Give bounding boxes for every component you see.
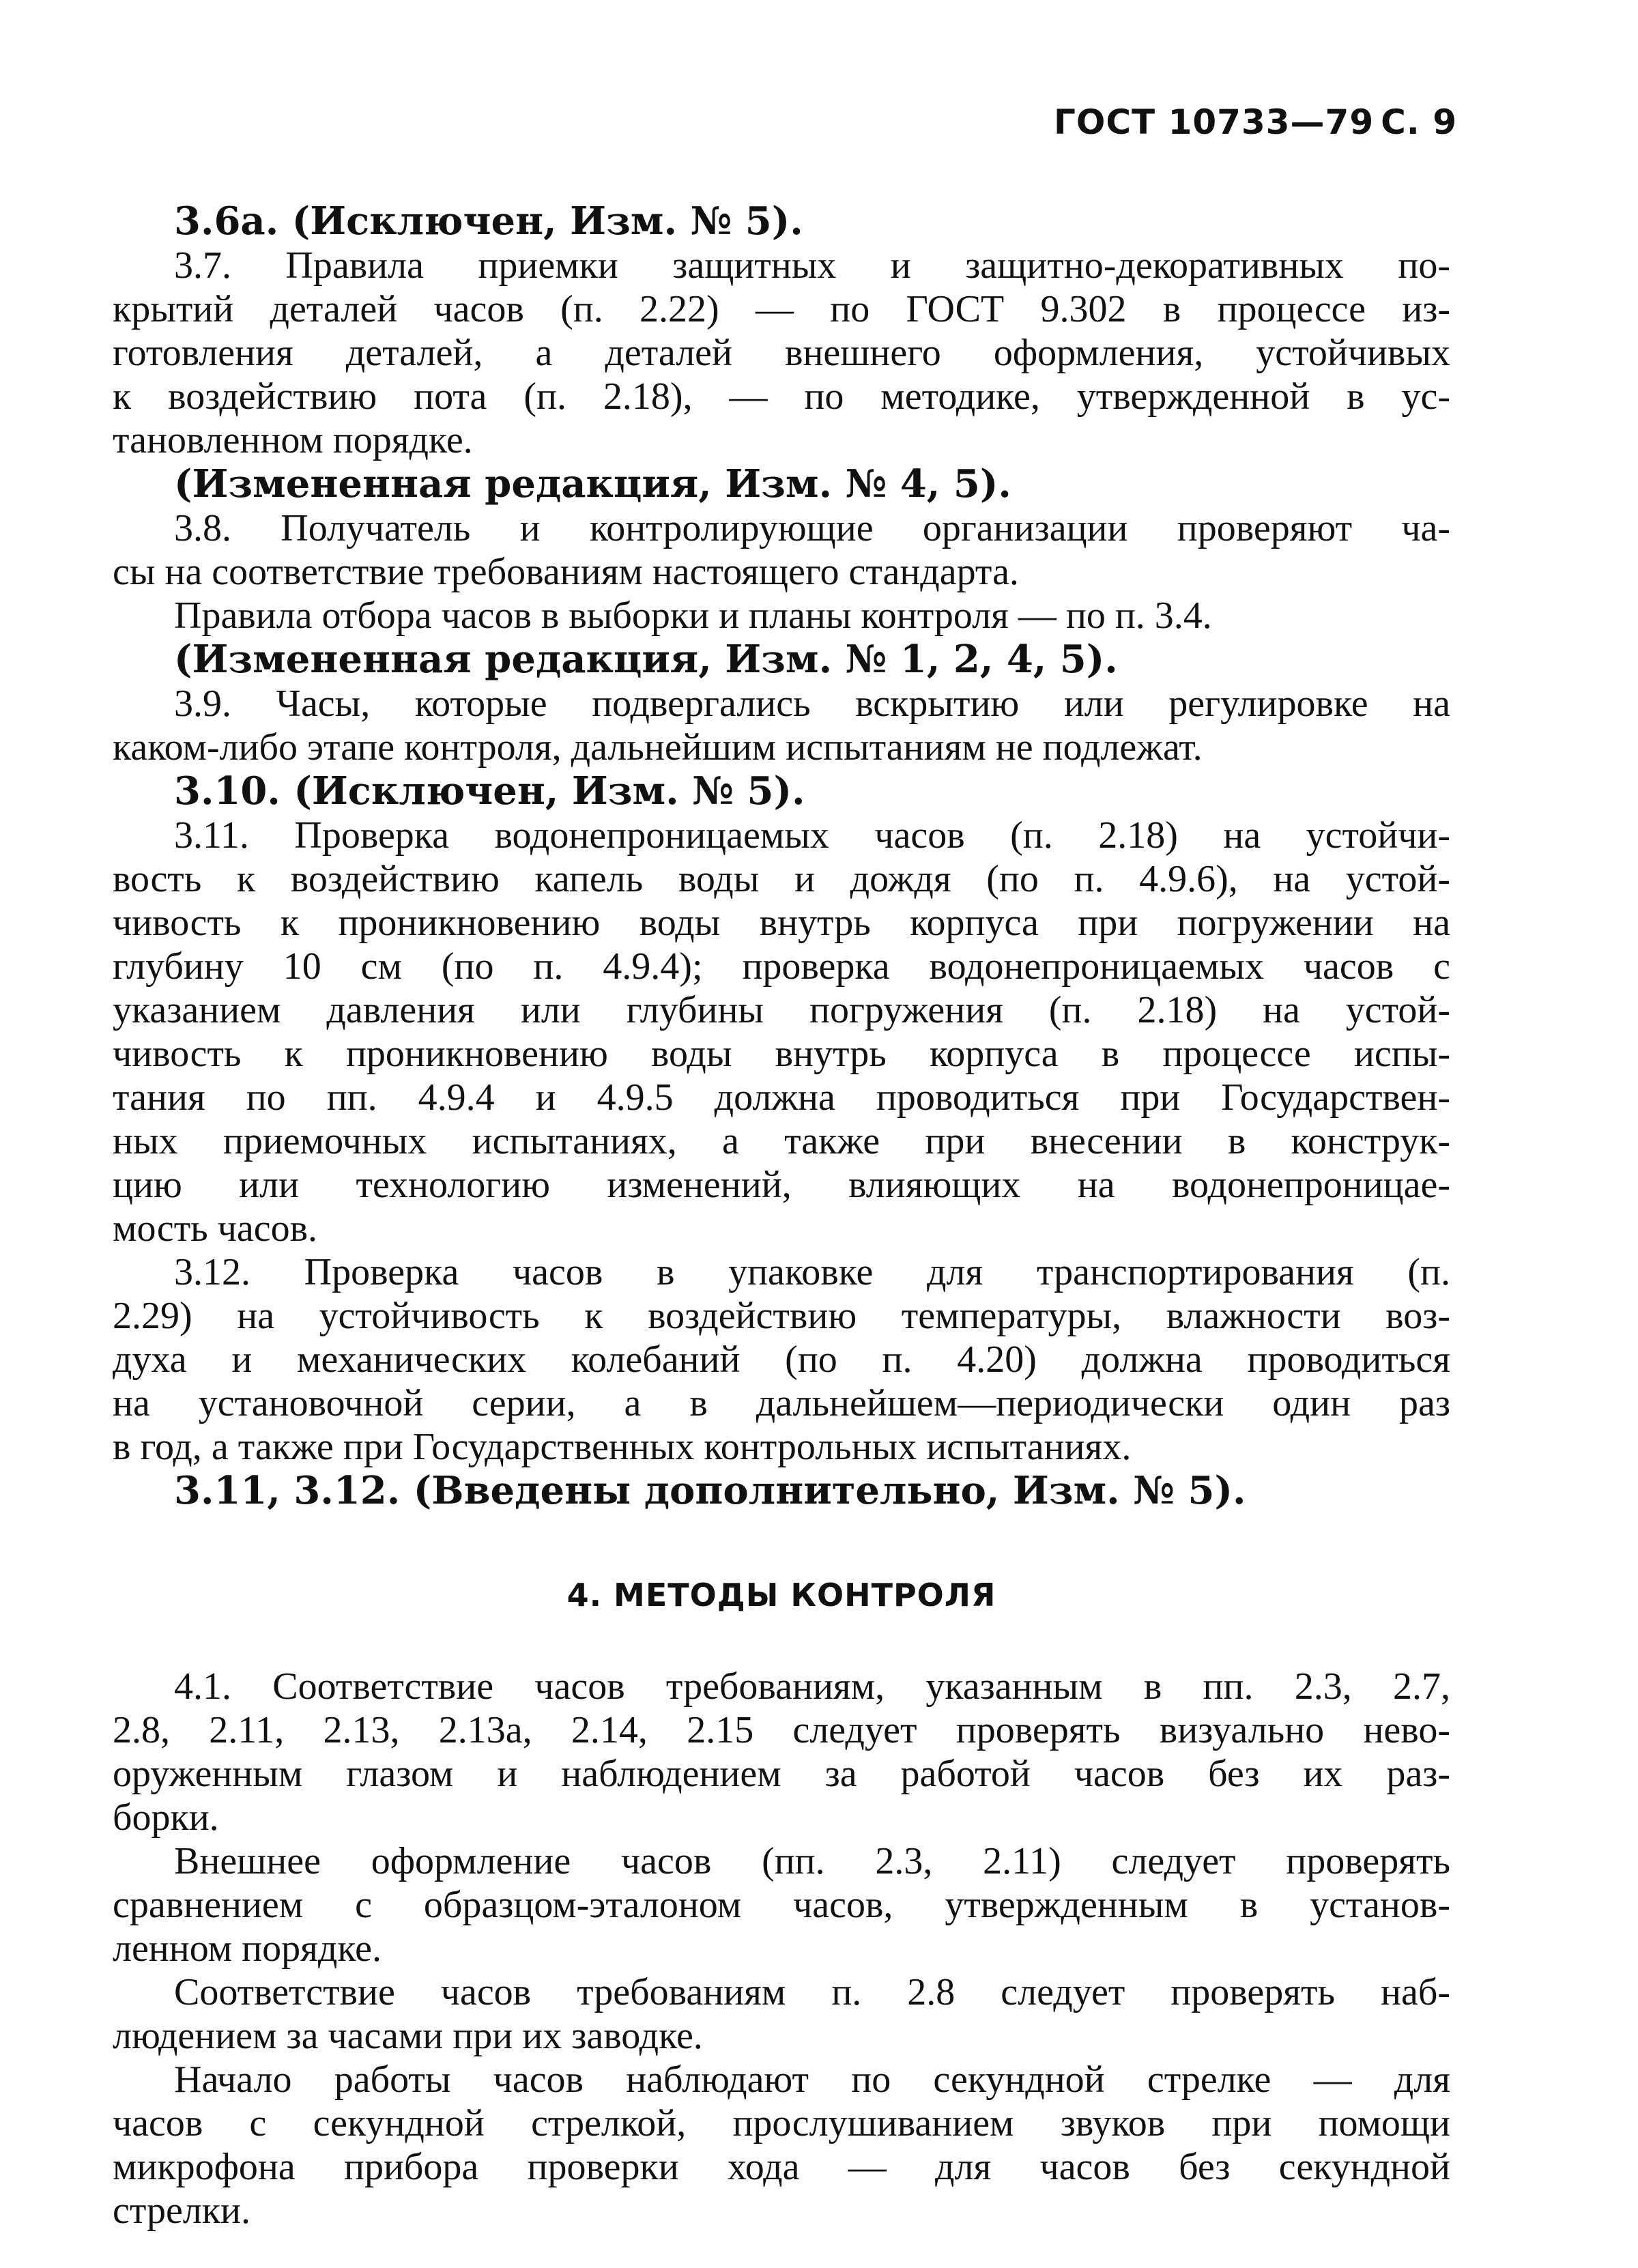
page-header xyxy=(1054,102,1457,142)
clause-4-1: 4.1. Соответствие часов требованиям, указанным в пп. 2.3, 2.7, 2.8, 2.11, 2.13, 2.13а, 2.14, 2.15 следует проверять визуально нево- оруженным глазом и наблюдением за работой часов без их раз- борки. xyxy=(113,1665,1450,1839)
page-number: С. 9 xyxy=(1381,102,1457,142)
section-title: 4. МЕТОДЫ КОНТРОЛЯ xyxy=(566,1577,996,1613)
clause-3-8-sampling: Правила отбора часов в выборки и планы контроля — по п. 3.4. xyxy=(174,594,1212,637)
clause-3-10: 3.10. (Исключен, Изм. № 5). xyxy=(174,769,805,814)
clause-4-1-start: Начало работы часов наблюдают по секундной стрелке — для часов с секундной стрелкой, прослушиванием звуков при помощи микрофона прибора проверки хода — для часов без секундной стрелки. xyxy=(113,2058,1450,2232)
clause-3-12: 3.12. Проверка часов в упаковке для транспортирования (п. 2.29) на устойчивость к воздействию температуры, влажности воз- духа и механических колебаний (по п. 4.20) должна проводиться на установочной серии, а в дальнейшем—периодически один раз в год, а также при Государственных контрольных испытаниях. xyxy=(113,1251,1450,1468)
amendment-note-3-11-3-12: 3.11, 3.12. (Введены дополнительно, Изм. № 5). xyxy=(174,1468,1246,1513)
clause-4-1-winding: Соответствие часов требованиям п. 2.8 следует проверять наб- людением за часами при их заводке. xyxy=(113,1971,1450,2057)
clause-3-7: 3.7. Правила приемки защитных и защитно-декоративных по- крытий деталей часов (п. 2.22) — по ГОСТ 9.302 в процессе из- готовления деталей, а деталей внешнего оформления, устойчивых к воздействию пота (п. 2.18), — по методике, утвержденной в ус- тановленном порядке. xyxy=(113,244,1450,461)
amendment-note-3-8: (Измененная редакция, Изм. № 1, 2, 4, 5). xyxy=(174,637,1118,682)
amendment-note-3-7: (Измененная редакция, Изм. № 4, 5). xyxy=(174,461,1011,506)
standard-number: ГОСТ 10733—79 xyxy=(1054,102,1375,142)
clause-3-8: 3.8. Получатель и контролирующие организации проверяют ча- сы на соответствие требованиям настоящего стандарта. xyxy=(113,507,1450,593)
clause-3-6a: 3.6а. (Исключен, Изм. № 5). xyxy=(174,199,803,244)
clause-3-11: 3.11. Проверка водонепроницаемых часов (п. 2.18) на устойчи- вость к воздействию капель воды и дождя (по п. 4.9.6), на устой- чивость к проникновению воды внутрь корпуса при погружении на глубину 10 см (по п. 4.9.4); проверка водонепроницаемых часов с указанием давления или глубины погружения (п. 2.18) на устой- чивость к проникновению воды внутрь корпуса в процессе испы- тания по пп. 4.9.4 и 4.9.5 должна проводиться при Государствен- ных приемочных испытаниях, а также при внесении в конструк- цию или технологию изменений, влияющих на водонепроницае- мость часов. xyxy=(113,814,1450,1250)
clause-3-9: 3.9. Часы, которые подвергались вскрытию или регулировке на каком-либо этапе контроля, дальнейшим испытаниям не подлежат. xyxy=(113,683,1450,769)
document-body xyxy=(113,199,1450,2233)
clause-4-1-appearance: Внешнее оформление часов (пп. 2.3, 2.11) следует проверять сравнением с образцом-эталоном часов, утвержденным в установ- ленном порядке. xyxy=(113,1840,1450,1970)
